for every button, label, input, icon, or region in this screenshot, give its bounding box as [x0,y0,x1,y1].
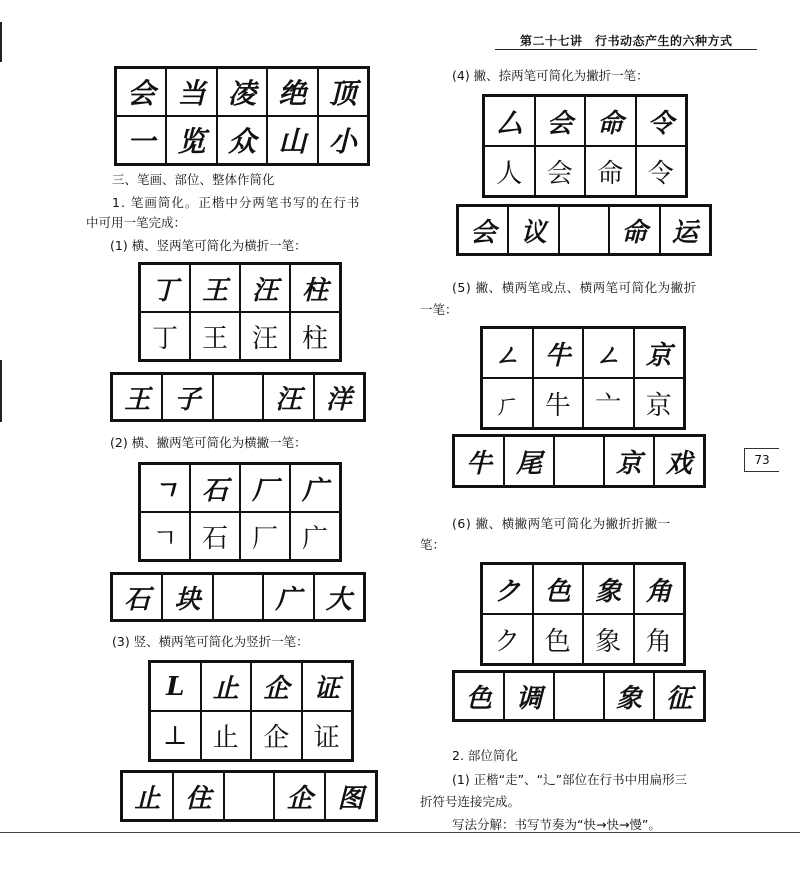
grid-char: 企 [251,662,302,711]
grid-char: 色 [533,614,584,664]
grid-char: ㄥ [482,328,533,378]
grid-char: 象 [583,564,634,614]
example-char [213,574,263,620]
sub-caption: (4) 撇、捺两笔可简化为撇折一笔： [452,68,649,83]
example-char: 洋 [314,374,364,420]
grid-char: ㄱ [140,512,190,560]
grid-char: 柱 [290,264,340,312]
sub-caption: (1) 横、竖两笔可简化为横折一笔： [110,238,307,253]
section-body: (1) 正楷“走”、“辶”部位在行书中用扁形三 [452,772,688,787]
grid-char: 命 [585,96,636,146]
grid-char: 会 [535,146,586,196]
stroke-grid [482,94,688,198]
example-char: 尾 [504,436,554,486]
grid-char: 广 [290,512,340,560]
sub-caption: (6) 撇、横撇两笔可简化为撇折折撇一 [452,516,671,531]
example-char: 议 [508,206,558,254]
grid-char: 王 [190,312,240,360]
grid-char: 京 [634,378,685,428]
example-row [110,572,366,622]
poem-char: 览 [166,116,216,164]
example-char [554,672,604,720]
example-row [452,670,706,722]
example-char: 运 [660,206,710,254]
section-heading: 三、笔画、部位、整体作简化 [112,172,275,187]
grid-char: 汪 [240,312,290,360]
grid-char: 令 [636,96,687,146]
poem-char: 山 [267,116,317,164]
grid-char: 止 [201,711,252,760]
example-char: 牛 [454,436,504,486]
example-row [452,434,706,488]
stroke-grid [480,326,686,430]
stroke-grid [480,562,686,666]
grid-char: 命 [585,146,636,196]
example-char: 止 [122,772,173,820]
example-char: 大 [314,574,364,620]
sub-caption: 一笔： [420,302,458,317]
grid-char: 人 [484,146,535,196]
example-char: 象 [604,672,654,720]
poem-char: 一 [116,116,166,164]
example-char: 命 [609,206,659,254]
grid-char: 石 [190,512,240,560]
example-char: 征 [654,672,704,720]
grid-char: 令 [636,146,687,196]
grid-char: ク [482,614,533,664]
example-row [120,770,378,822]
grid-char: 止 [201,662,252,711]
section-note: 写法分解：书写节奏为“快→快→慢”。 [452,817,661,832]
grid-char: 京 [634,328,685,378]
poem-char: 会 [116,68,166,116]
example-char: 京 [604,436,654,486]
example-char: 王 [112,374,162,420]
grid-char: 厂 [240,512,290,560]
example-char [213,374,263,420]
grid-char: 角 [634,614,685,664]
example-char [559,206,609,254]
example-char [224,772,275,820]
poem-char: 当 [166,68,216,116]
grid-char: ㄥ [583,328,634,378]
example-char: 石 [112,574,162,620]
sub-caption: (5) 撇、横两笔或点、横两笔可简化为撇折 [452,280,697,295]
grid-char: 企 [251,711,302,760]
header-rule [495,49,757,50]
poem-char: 小 [318,116,368,164]
binding-edge-mark [0,360,2,422]
example-char: 色 [454,672,504,720]
example-char: 企 [274,772,325,820]
example-char: 图 [325,772,376,820]
grid-char: 广 [290,464,340,512]
stroke-grid [138,262,342,362]
grid-char: 亠 [583,378,634,428]
stroke-grid [138,462,342,562]
grid-char: L [150,662,201,711]
grid-char: 厶 [484,96,535,146]
binding-edge-mark [0,22,2,62]
section-intro: 中可用一笔完成： [86,215,187,230]
stroke-grid [148,660,354,762]
example-row [110,372,366,422]
poem-char: 顶 [318,68,368,116]
grid-char: 丁 [140,312,190,360]
poem-grid [114,66,370,166]
sub-caption: (2) 横、撇两笔可简化为横撇一笔： [110,435,307,450]
example-char: 会 [458,206,508,254]
section-heading: 2. 部位简化 [452,748,518,763]
example-char: 广 [263,574,313,620]
grid-char: 会 [535,96,586,146]
page-number: 73 [744,448,779,472]
example-char: 块 [162,574,212,620]
grid-char: ㄏ [482,378,533,428]
grid-char: 证 [302,662,353,711]
example-char: 戏 [654,436,704,486]
example-char: 汪 [263,374,313,420]
grid-char: 牛 [533,378,584,428]
grid-char: ⊥ [150,711,201,760]
grid-char: 王 [190,264,240,312]
grid-char: 柱 [290,312,340,360]
sub-caption: 笔： [420,537,446,552]
poem-char: 众 [217,116,267,164]
example-char: 调 [504,672,554,720]
grid-char: 丁 [140,264,190,312]
example-char [554,436,604,486]
poem-char: 绝 [267,68,317,116]
sub-caption: (3) 竖、横两笔可简化为竖折一笔： [112,634,309,649]
grid-char: ク [482,564,533,614]
grid-char: 石 [190,464,240,512]
example-row [456,204,712,256]
grid-char: 厂 [240,464,290,512]
running-header: 第二十七讲 行书动态产生的六种方式 [520,34,733,48]
example-char: 住 [173,772,224,820]
section-body: 折符号连接完成。 [420,794,521,809]
poem-char: 凌 [217,68,267,116]
grid-char: 汪 [240,264,290,312]
grid-char: 证 [302,711,353,760]
grid-char: ㄱ [140,464,190,512]
grid-char: 象 [583,614,634,664]
grid-char: 角 [634,564,685,614]
section-intro: 1. 笔画简化。正楷中分两笔书写的在行书 [112,195,361,210]
grid-char: 牛 [533,328,584,378]
grid-char: 色 [533,564,584,614]
example-char: 子 [162,374,212,420]
footer-rule [0,832,800,833]
